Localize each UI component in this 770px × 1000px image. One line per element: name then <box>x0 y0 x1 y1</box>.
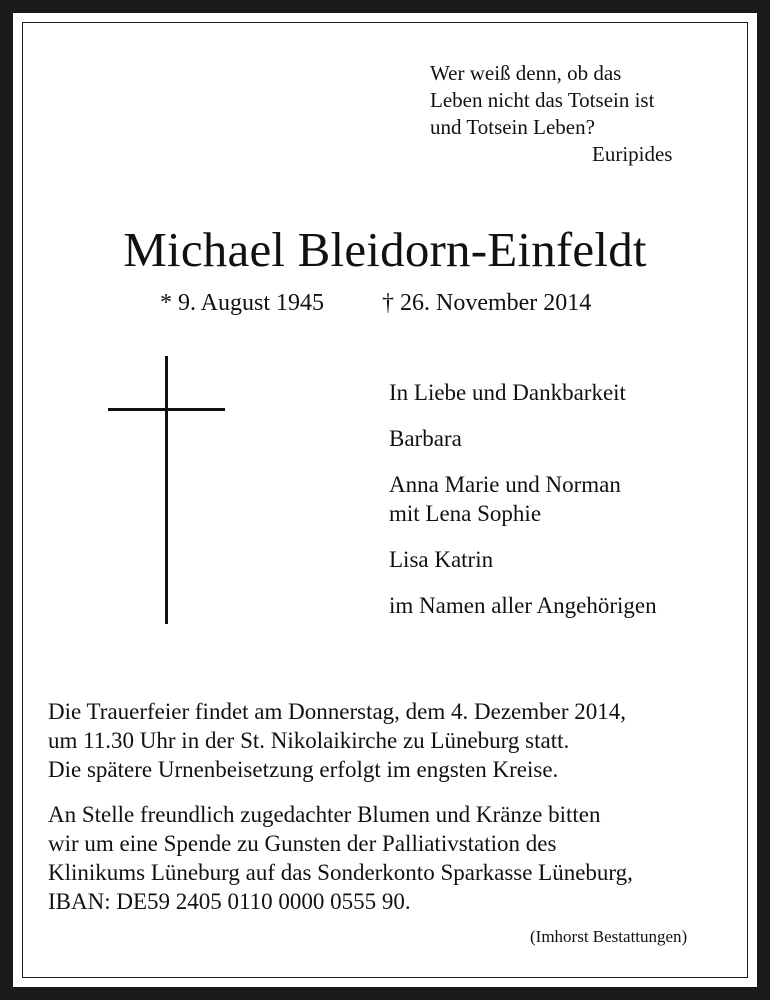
mourner-entry <box>389 545 729 574</box>
birth-date: * 9. August 1945 <box>160 290 325 316</box>
service-paragraph <box>48 697 738 784</box>
mourners-block <box>389 378 729 637</box>
mourner-line: mit Lena Sophie <box>389 501 542 526</box>
death-date: † 26. November 2014 <box>382 290 592 316</box>
cross-vertical-bar <box>165 356 168 624</box>
mourner-entry <box>389 591 729 620</box>
service-line: Die spätere Urnenbeisetzung erfolgt im engsten Kreise. <box>48 757 559 782</box>
service-line: um 11.30 Uhr in der St. Nikolaikirche zu Lüneburg statt. <box>48 728 570 753</box>
donation-paragraph <box>48 800 738 916</box>
service-line: Die Trauerfeier findet am Donnerstag, dem 4. Dezember 2014, <box>48 699 627 724</box>
donation-line: An Stelle freundlich zugedachter Blumen und Kränze bitten <box>48 802 601 827</box>
donation-line: wir um eine Spende zu Gunsten der Palliativstation des <box>48 831 557 856</box>
cross-horizontal-bar <box>108 408 225 411</box>
quote-line: Wer weiß denn, ob das <box>430 61 622 85</box>
donation-line: IBAN: DE59 2405 0110 0000 0555 90. <box>48 889 411 914</box>
mourner-entry <box>389 424 729 453</box>
mourner-line: Barbara <box>389 426 462 451</box>
mourners-intro <box>389 378 729 407</box>
mourner-line: im Namen aller Angehörigen <box>389 593 657 618</box>
quote-line: und Totsein Leben? <box>430 115 595 139</box>
mourner-line: Lisa Katrin <box>389 547 494 572</box>
quote-line: Leben nicht das Totsein ist <box>430 88 655 112</box>
quote-author: Euripides <box>592 142 673 166</box>
donation-line: Klinikums Lüneburg auf das Sonderkonto Sparkasse Lüneburg, <box>48 860 633 885</box>
undertaker-credit: (Imhorst Bestattungen) <box>530 927 688 946</box>
deceased-name: Michael Bleidorn-Einfeldt <box>123 222 647 277</box>
epigraph-quote <box>430 60 730 168</box>
mourner-line: Anna Marie und Norman <box>389 472 621 497</box>
mourners-intro-text: In Liebe und Dankbarkeit <box>389 380 626 405</box>
mourner-entry <box>389 470 729 528</box>
